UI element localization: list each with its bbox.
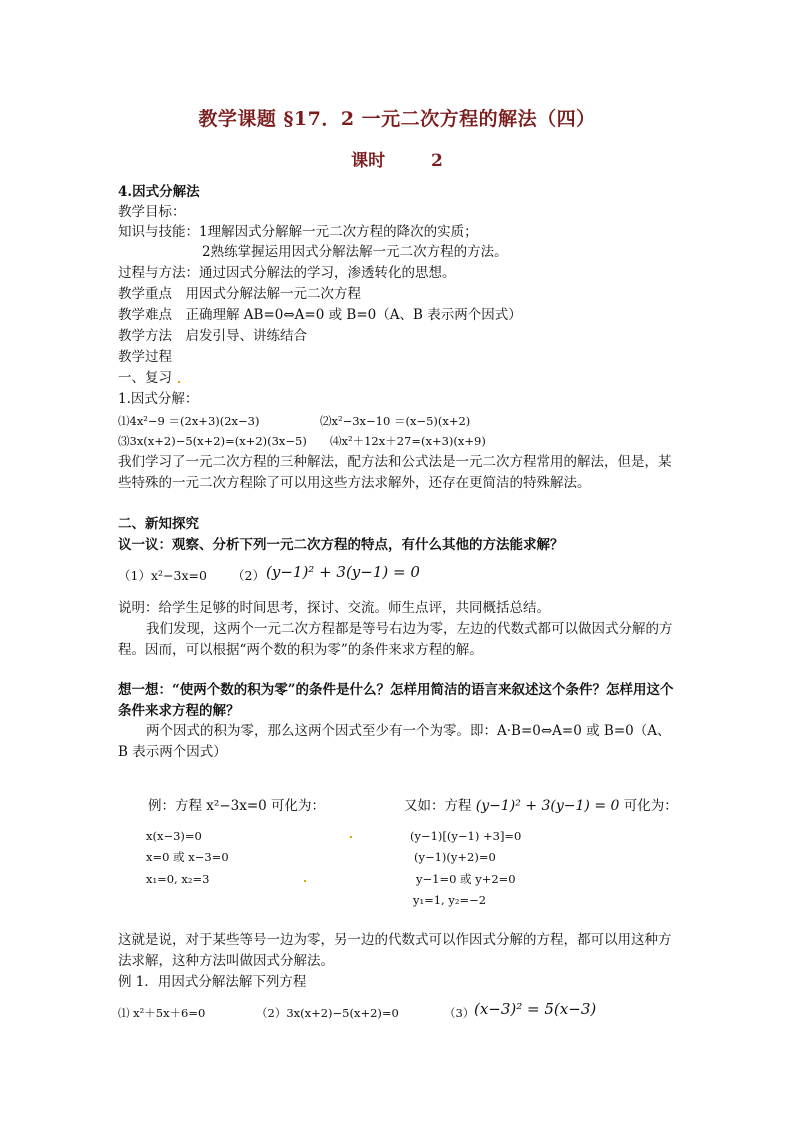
example-right-step-3: y−1=0 或 y+2=0 <box>416 872 516 886</box>
example-left-step-2: x=0 或 x−3=0 <box>146 850 229 864</box>
example-1-q3: (x−3)² = 5(x−3) <box>474 1000 597 1018</box>
knowledge-skill-2: 2熟练掌握运用因式分解法解一元二次方程的方法。 <box>202 244 508 260</box>
explanation-note: 说明：给学生足够的时间思考，探讨、交流。师生点评，共同概括总结。 <box>118 600 550 616</box>
equation-2-label: （2） <box>232 568 265 583</box>
lesson-number: 2 <box>431 151 443 171</box>
example-1-q3-label: （3） <box>444 1006 475 1020</box>
stray-mark <box>178 381 180 383</box>
teaching-procedure: 教学过程 <box>118 349 172 365</box>
think-prompt: 想一想：“使两个数的积为零”的条件是什么？怎样用简洁的语言来叙述这个条件？怎样用这个条件来求方程的解？ <box>118 682 674 719</box>
stray-mark <box>304 880 306 882</box>
answer-paragraph: 两个因式的积为零，那么这两个因式至少有一个为零。即：A·B=0⇔A=0 或 B=0（A、B 表示两个因式） <box>118 723 671 760</box>
example-right-label <box>404 796 678 816</box>
lesson-count <box>0 146 794 171</box>
review-paragraph: 我们学习了一元二次方程的三种解法，配方法和公式法是一元二次方程常用的解法，但是，某些特殊的一元二次方程除了可以用这些方法求解外，还存在更简洁的特殊解法。 <box>118 454 672 491</box>
difficulty: 教学难点 正确理解 AB=0⇔A=0 或 B=0（A、B 表示两个因式） <box>118 307 522 323</box>
page-title: 教学课题 §17．2 一元二次方程的解法（四） <box>198 108 596 130</box>
knowledge-skill-1: 知识与技能：1理解因式分解解一元二次方程的降次的实质； <box>118 224 478 240</box>
process-method: 过程与方法：通过因式分解法的学习，渗透转化的思想。 <box>118 265 456 281</box>
example-right-label-post: 可化为： <box>623 798 678 814</box>
example-right-step-2: (y−1)(y+2)=0 <box>414 850 496 864</box>
review-item-1: ⑴4x²−9 ＝(2x+3)(2x−3) <box>118 414 260 428</box>
conclusion-paragraph: 这就是说，对于某些等号一边为零，另一边的代数式可以作因式分解的方程，都可以用这种方法求解，这种方法叫做因式分解法。 <box>118 932 672 969</box>
key-point: 教学重点 用因式分解法解一元二次方程 <box>118 286 361 302</box>
explore-heading: 二、新知探究 <box>118 516 199 532</box>
goal-label: 教学目标： <box>118 204 186 220</box>
example-right-equation: (y−1)² + 3(y−1) = 0 <box>475 798 620 814</box>
teaching-method: 教学方法 启发引导、讲练结合 <box>118 328 307 344</box>
section-heading: 4.因式分解法 <box>118 184 200 200</box>
finding-paragraph: 我们发现，这两个一元二次方程都是等号右边为零，左边的代数式都可以做因式分解的方程。因而，可以根据“两个数的积为零”的条件来求方程的解。 <box>118 621 673 658</box>
example-1-q1: ⑴ x²＋5x＋6=0 <box>118 1006 206 1020</box>
review-heading: 一、复习 <box>118 370 172 386</box>
example-1-heading: 例 1．用因式分解法解下列方程 <box>118 974 307 990</box>
example-1-q2: （2）3x(x+2)−5(x+2)=0 <box>256 1006 399 1020</box>
example-left-step-3: x₁=0, x₂=3 <box>146 872 210 886</box>
example-right-step-1: (y−1)[(y−1) +3]=0 <box>410 829 522 843</box>
equation-2: (y−1)² + 3(y−1) = 0 <box>266 563 420 581</box>
example-right-label-pre: 又如：方程 <box>404 798 472 814</box>
discuss-prompt: 议一议：观察、分析下列一元二次方程的特点，有什么其他的方法能求解？ <box>118 537 564 553</box>
review-sub: 1.因式分解： <box>118 391 199 407</box>
example-left-label: 例：方程 x²−3x=0 可化为： <box>148 798 326 814</box>
review-item-2: ⑵x²−3x−10 ＝(x−5)(x+2) <box>320 414 471 428</box>
example-right-step-4: y₁=1, y₂=−2 <box>413 893 487 907</box>
stray-mark <box>350 836 352 838</box>
lesson-label: 课时 <box>351 151 386 171</box>
review-item-4: ⑷x²＋12x＋27=(x+3)(x+9) <box>330 434 486 448</box>
equation-1: （1）x²−3x=0 <box>118 568 207 583</box>
example-left-step-1: x(x−3)=0 <box>146 829 202 843</box>
review-item-3: ⑶3x(x+2)−5(x+2)=(x+2)(3x−5) <box>118 434 307 448</box>
